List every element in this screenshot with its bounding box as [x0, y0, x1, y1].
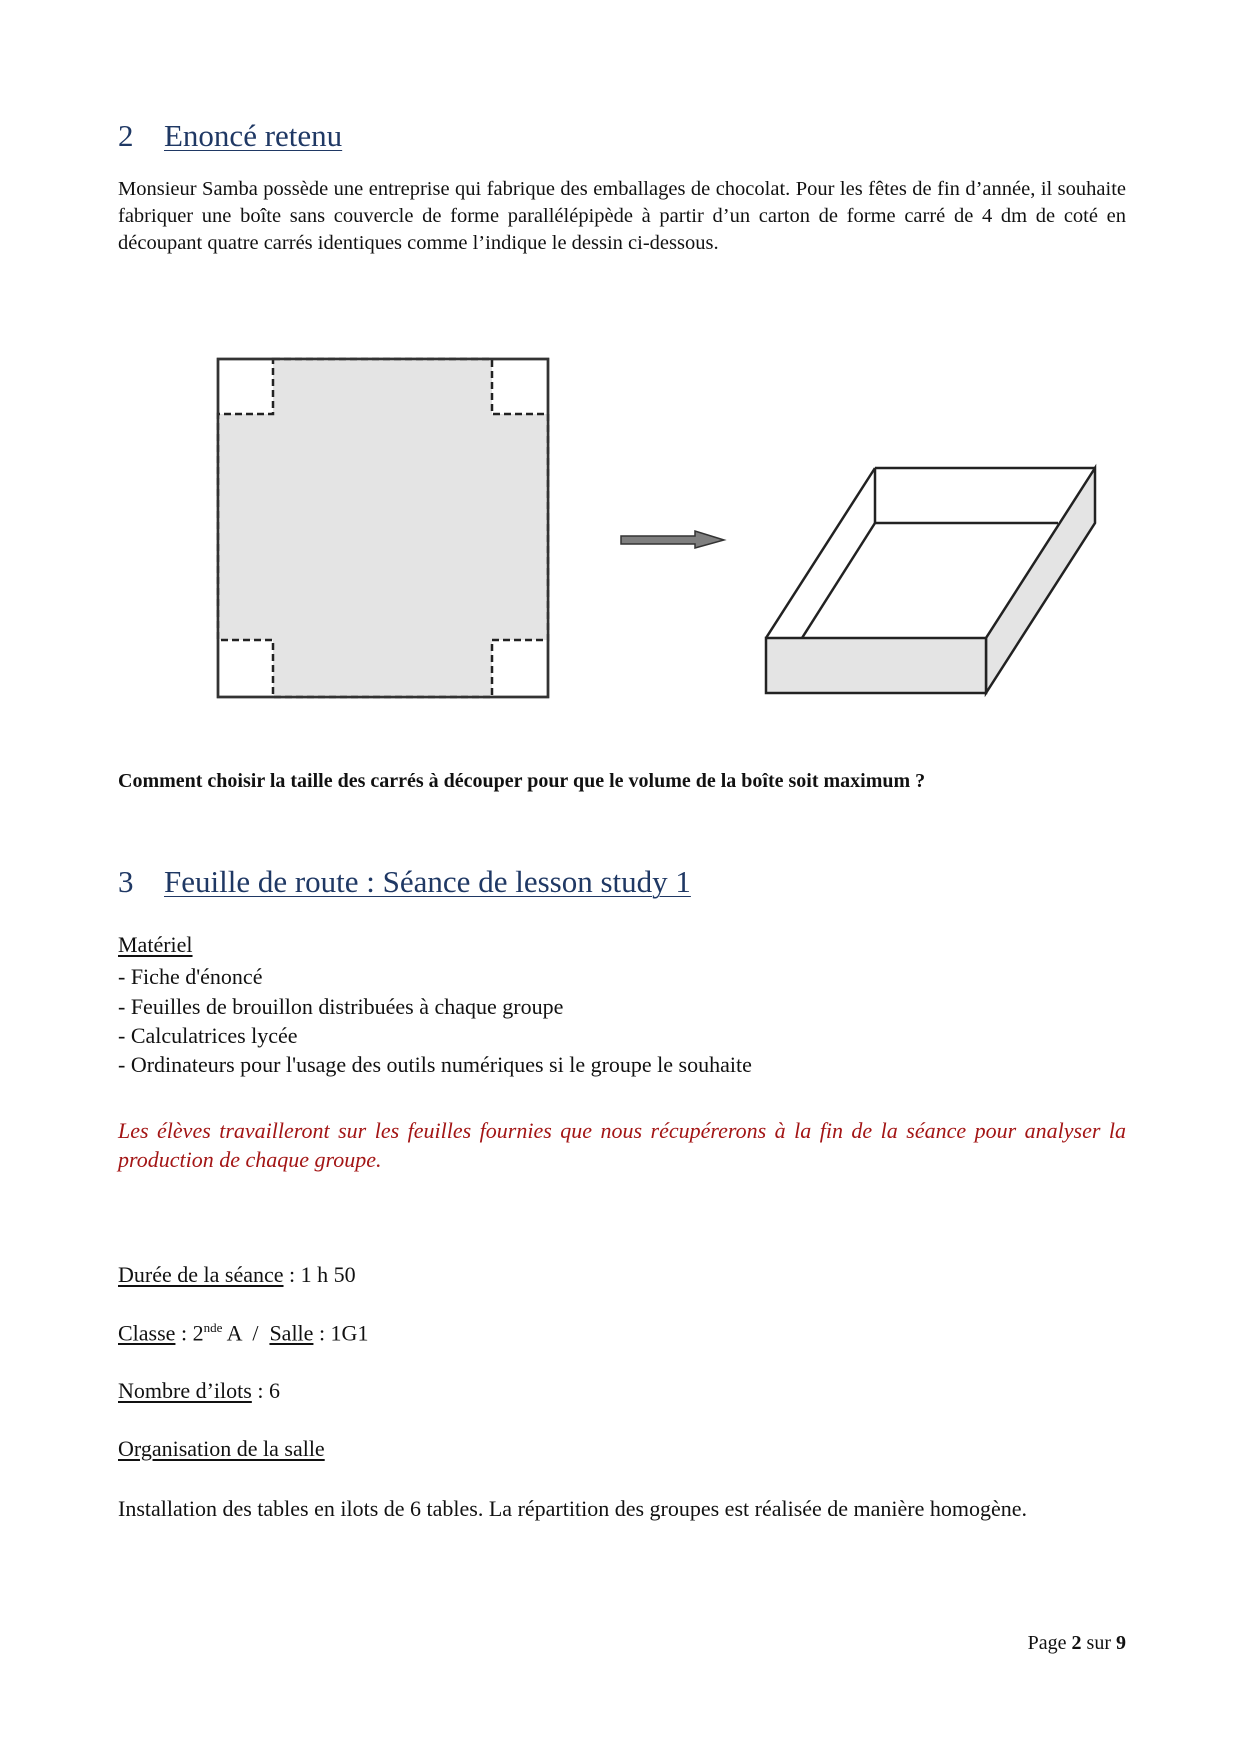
classe-sup: nde — [203, 1320, 223, 1335]
section-3-heading — [118, 864, 691, 900]
classe-label: Classe — [118, 1320, 176, 1346]
duree-value: : 1 h 50 — [283, 1262, 356, 1287]
materiel-item: - Fiche d'énoncé — [118, 964, 263, 989]
page-current: 2 — [1071, 1632, 1082, 1654]
open-box-diagram — [760, 466, 1106, 702]
page-total: 9 — [1116, 1632, 1126, 1654]
section-title: Feuille de route : Séance de lesson study 1 — [164, 864, 691, 899]
classe-prefix: : 2 — [175, 1320, 204, 1346]
problem-question: Comment choisir la taille des carrés à découper pour que le volume de la boîte soit maximum ? — [118, 770, 926, 792]
materiel-item: - Ordinateurs pour l'usage des outils numériques si le groupe le souhaite — [118, 1052, 752, 1077]
box-right-side — [986, 468, 1095, 693]
page-prefix: Page — [1027, 1632, 1072, 1654]
carton-diagram — [216, 357, 552, 703]
section-number: 2 — [118, 118, 134, 153]
box-front-side — [766, 638, 986, 693]
organisation-label: Organisation de la salle — [118, 1436, 325, 1461]
section-2-heading — [118, 118, 342, 154]
classe-suffix: A / — [222, 1320, 270, 1346]
materiel-item: - Feuilles de brouillon distribuées à chaque groupe — [118, 994, 564, 1019]
organisation-text: Installation des tables en ilots de 6 tables. La répartition des groupes est réalisée de manière homogène. — [118, 1496, 1028, 1521]
page-footer — [1028, 1632, 1126, 1655]
materiel-item: - Calculatrices lycée — [118, 1023, 298, 1048]
ilots-label: Nombre d’ilots — [118, 1378, 252, 1403]
ilots-line — [118, 1378, 280, 1404]
duree-label: Durée de la séance — [118, 1262, 284, 1287]
section-title: Enoncé retenu — [164, 118, 343, 153]
right-arrow-icon — [620, 530, 725, 550]
salle-value: : 1G1 — [313, 1320, 369, 1346]
salle-label: Salle — [269, 1320, 314, 1346]
duree-line — [118, 1262, 356, 1288]
section-number: 3 — [118, 864, 134, 899]
materiel-label: Matériel — [118, 932, 193, 957]
problem-statement: Monsieur Samba possède une entreprise qui fabrique des emballages de chocolat. Pour les fêtes de fin d’année, il souhaite fabriquer une boîte sans couvercle de forme parallélépipède à partir d’un carton de forme carré de 4 dm de coté en découpant quatre carrés identiques comme l’indique le dessin ci-dessous. — [118, 178, 1126, 254]
ilots-value: : 6 — [251, 1378, 280, 1403]
session-note: Les élèves travailleront sur les feuilles fournies que nous récupérerons à la fin de la séance pour analyser la production de chaque groupe. — [118, 1118, 1126, 1172]
page-mid: sur — [1081, 1632, 1116, 1654]
classe-line — [118, 1320, 368, 1346]
